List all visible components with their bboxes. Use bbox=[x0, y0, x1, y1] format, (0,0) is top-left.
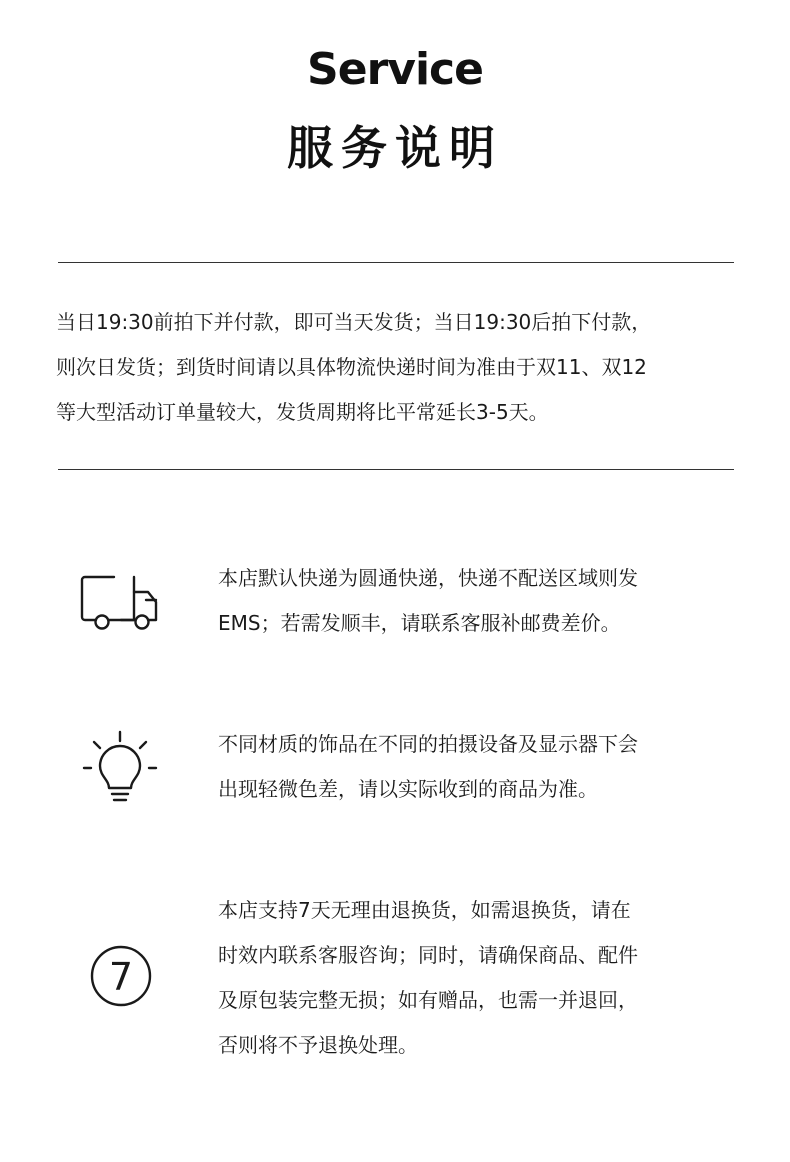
seven-day-return-icon-label: 7 bbox=[108, 955, 134, 999]
color-difference-text bbox=[218, 722, 758, 812]
page-title-en: Service bbox=[307, 44, 483, 95]
shipping-notice-line: 当日19:30前拍下并付款，即可当天发货；当日19:30后拍下付款， bbox=[56, 310, 652, 334]
divider-top bbox=[58, 262, 734, 263]
return-policy-text bbox=[218, 888, 758, 1068]
return-policy-text-line: 本店支持7天无理由退换货，如需退换货，请在 bbox=[218, 898, 631, 922]
page-title-cn: 服务说明 bbox=[287, 121, 503, 175]
shipping-notice-line: 则次日发货；到货时间请以具体物流快递时间为准由于双11、双12 bbox=[56, 355, 647, 379]
lightbulb-icon bbox=[76, 726, 166, 816]
courier-text-line: EMS；若需发顺丰，请联系客服补邮费差价。 bbox=[218, 611, 621, 635]
return-policy-text-line: 否则将不予退换处理。 bbox=[218, 1033, 418, 1057]
return-policy-text-line: 时效内联系客服咨询；同时，请确保商品、配件 bbox=[218, 943, 638, 967]
shipping-notice-line: 等大型活动订单量较大，发货周期将比平常延长3-5天。 bbox=[56, 400, 549, 424]
courier-text-line: 本店默认快递为圆通快递，快递不配送区域则发 bbox=[218, 566, 638, 590]
return-policy-text-line: 及原包装完整无损；如有赠品，也需一并退回， bbox=[218, 988, 638, 1012]
color-difference-text-line: 出现轻微色差，请以实际收到的商品为准。 bbox=[218, 777, 598, 801]
shipping-notice bbox=[56, 300, 746, 435]
seven-day-return-icon bbox=[76, 934, 166, 1024]
color-difference-text-line: 不同材质的饰品在不同的拍摄设备及显示器下会 bbox=[218, 732, 638, 756]
truck-icon bbox=[76, 568, 166, 658]
courier-text bbox=[218, 556, 758, 646]
divider-bottom bbox=[58, 469, 734, 470]
